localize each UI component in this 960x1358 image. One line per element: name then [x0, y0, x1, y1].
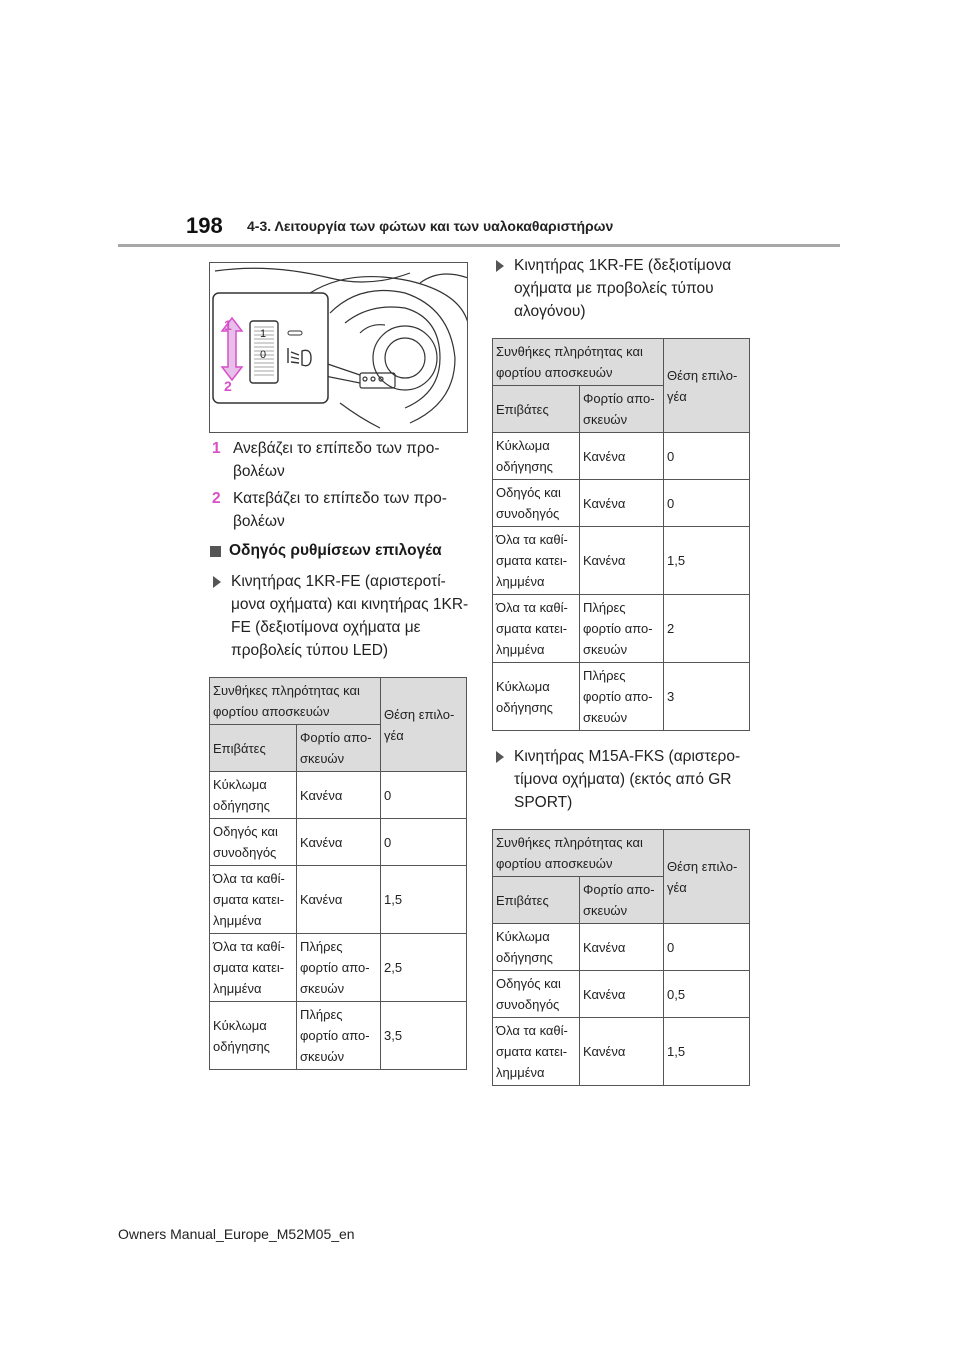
header-conditions: Συνθήκες πληρότητας και φορτίου αποσκευών [493, 339, 664, 386]
dashboard-illustration [210, 263, 468, 433]
header-conditions: Συνθήκες πληρότητας και φορτίου αποσκευών [493, 830, 664, 877]
cell-cargo: Πλήρες φορτίο απο-σκευών [580, 595, 664, 663]
cell-passengers: Κύκλωμα οδήγησης [210, 1002, 297, 1070]
legend-item-lower [209, 487, 469, 533]
cell-position: 0,5 [664, 971, 750, 1018]
arrow-label-2: 2 [224, 378, 232, 394]
cell-position: 1,5 [381, 866, 467, 934]
cell-cargo: Κανένα [580, 527, 664, 595]
cell-position: 1,5 [664, 527, 750, 595]
cell-passengers: Όλα τα καθί-σματα κατει-λημμένα [210, 866, 297, 934]
cell-cargo: Κανένα [580, 1018, 664, 1086]
cell-position: 0 [664, 480, 750, 527]
header-cargo: Φορτίο απο-σκευών [580, 386, 664, 433]
section-title: 4-3. Λειτουργία των φώτων και των υαλοκαθαριστήρων [247, 218, 614, 234]
table-row [493, 663, 750, 731]
load-table-3 [492, 829, 750, 1086]
legend-number: 2 [212, 490, 221, 507]
table-row [493, 1018, 750, 1086]
cell-cargo: Πλήρες φορτίο απο-σκευών [297, 1002, 381, 1070]
headlight-leveling-figure [209, 262, 468, 433]
cell-cargo: Κανένα [580, 924, 664, 971]
table-row [210, 819, 467, 866]
table-row [493, 527, 750, 595]
cell-cargo: Κανένα [580, 971, 664, 1018]
load-table-1 [209, 677, 467, 1070]
load-table-2 [492, 338, 750, 731]
cell-position: 0 [664, 924, 750, 971]
footer-text: Owners Manual_Europe_M52M05_en [118, 1226, 355, 1242]
header-position: Θέση επιλο-γέα [664, 830, 750, 924]
dial-mark-0: 0 [260, 349, 267, 361]
page-number: 198 [186, 213, 223, 238]
triangle-bullet-icon [496, 260, 504, 272]
triangle-bullet-icon [213, 576, 221, 588]
legend-text: Ανεβάζει το επίπεδο των προ-βολέων [233, 440, 440, 480]
selector-guide-heading [209, 542, 469, 560]
cell-passengers: Όλα τα καθί-σματα κατει-λημμένα [493, 1018, 580, 1086]
legend-item-raise [209, 437, 469, 483]
header-position: Θέση επιλο-γέα [381, 678, 467, 772]
table-row [210, 934, 467, 1002]
cell-passengers: Κύκλωμα οδήγησης [210, 772, 297, 819]
cell-position: 1,5 [664, 1018, 750, 1086]
cell-passengers: Οδηγός και συνοδηγός [210, 819, 297, 866]
cell-position: 0 [381, 819, 467, 866]
legend-text: Κατεβάζει το επίπεδο των προ-βολέων [233, 490, 447, 530]
cell-cargo: Κανένα [297, 819, 381, 866]
header-passengers: Επιβάτες [493, 877, 580, 924]
engine-heading-text: Κινητήρας M15A-FKS (αριστερο-τίμονα οχήματα) (εκτός από GR SPORT) [514, 748, 741, 811]
cell-passengers: Όλα τα καθί-σματα κατει-λημμένα [493, 595, 580, 663]
cell-passengers: Κύκλωμα οδήγησης [493, 433, 580, 480]
table-row [493, 480, 750, 527]
cell-cargo: Πλήρες φορτίο απο-σκευών [297, 934, 381, 1002]
header-rule [118, 244, 840, 247]
legend-number: 1 [212, 440, 221, 457]
cell-cargo: Κανένα [297, 772, 381, 819]
cell-cargo: Πλήρες φορτίο απο-σκευών [580, 663, 664, 731]
cell-passengers: Οδηγός και συνοδηγός [493, 971, 580, 1018]
engine-heading-text: Κινητήρας 1KR-FE (αριστεροτί-μονα οχήματα) και κινητήρας 1KR-FE (δεξιοτίμονα οχήματα με προβολείς τύπου LED) [231, 573, 469, 659]
cell-passengers: Κύκλωμα οδήγησης [493, 663, 580, 731]
cell-cargo: Κανένα [580, 480, 664, 527]
header-cargo: Φορτίο απο-σκευών [580, 877, 664, 924]
table-row [210, 772, 467, 819]
engine-heading-1 [209, 570, 469, 662]
header-cargo: Φορτίο απο-σκευών [297, 725, 381, 772]
engine-heading-text: Κινητήρας 1KR-FE (δεξιοτίμονα οχήματα με προβολείς τύπου αλογόνου) [514, 257, 732, 320]
cell-cargo: Κανένα [580, 433, 664, 480]
cell-passengers: Κύκλωμα οδήγησης [493, 924, 580, 971]
cell-position: 3,5 [381, 1002, 467, 1070]
dial-mark-1: 1 [260, 328, 267, 340]
header-passengers: Επιβάτες [210, 725, 297, 772]
cell-position: 3 [664, 663, 750, 731]
square-bullet-icon [210, 546, 221, 557]
engine-heading-3 [492, 745, 750, 814]
table-row [493, 971, 750, 1018]
table-row [493, 924, 750, 971]
cell-position: 0 [664, 433, 750, 480]
cell-position: 2 [664, 595, 750, 663]
arrow-label-1: 1 [224, 317, 232, 333]
cell-passengers: Όλα τα καθί-σματα κατει-λημμένα [210, 934, 297, 1002]
selector-guide-title: Οδηγός ρυθμίσεων επιλογέα [229, 542, 442, 559]
header-conditions: Συνθήκες πληρότητας και φορτίου αποσκευών [210, 678, 381, 725]
table-row [493, 595, 750, 663]
cell-position: 2,5 [381, 934, 467, 1002]
table-row [210, 866, 467, 934]
left-column [209, 262, 469, 1070]
right-column [492, 254, 750, 1086]
cell-passengers: Όλα τα καθί-σματα κατει-λημμένα [493, 527, 580, 595]
cell-position: 0 [381, 772, 467, 819]
header-passengers: Επιβάτες [493, 386, 580, 433]
table-row [493, 433, 750, 480]
table-row [210, 1002, 467, 1070]
triangle-bullet-icon [496, 751, 504, 763]
cell-passengers: Οδηγός και συνοδηγός [493, 480, 580, 527]
cell-cargo: Κανένα [297, 866, 381, 934]
header-position: Θέση επιλο-γέα [664, 339, 750, 433]
engine-heading-2 [492, 254, 750, 323]
